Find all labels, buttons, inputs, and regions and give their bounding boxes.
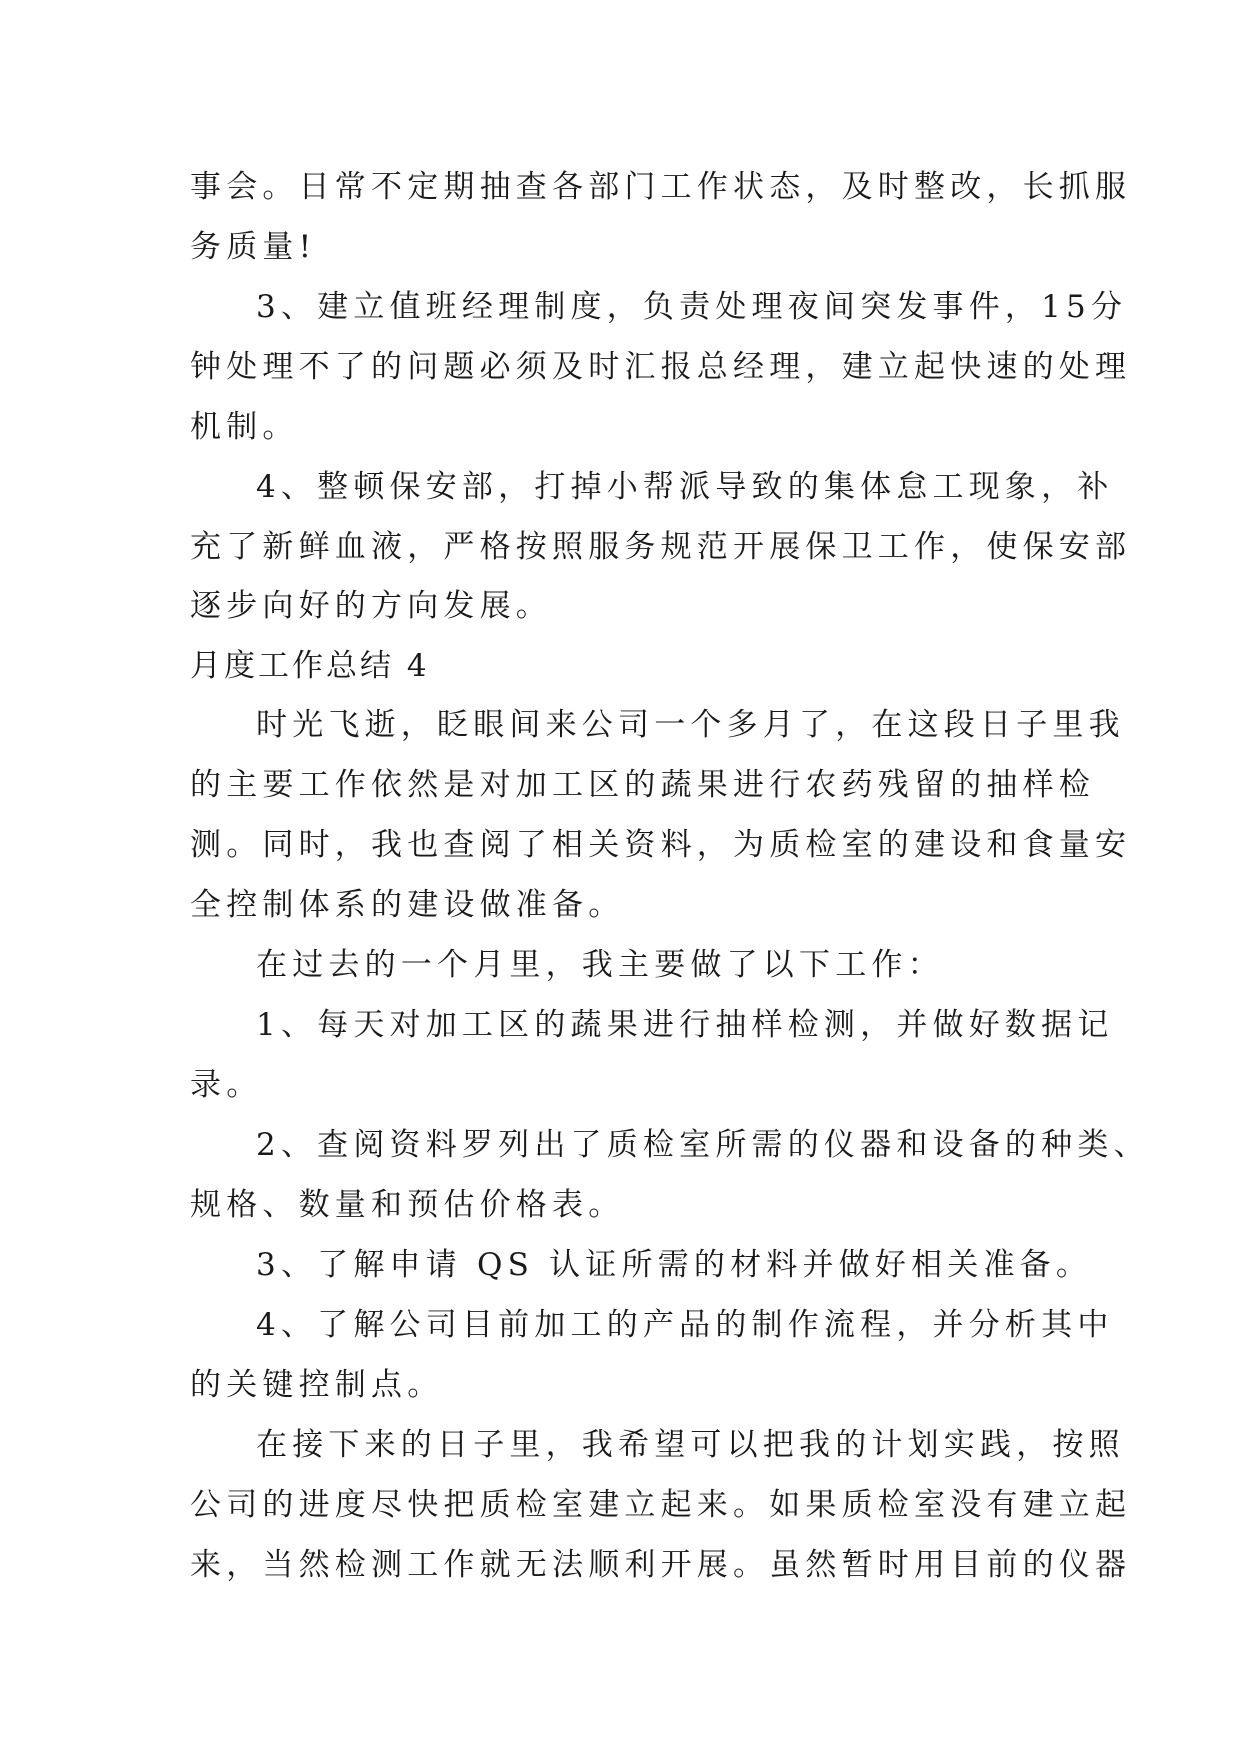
paragraph-line: 3、建立值班经理制度，负责处理夜间突发事件，15分 <box>256 289 1128 325</box>
paragraph-line: 在接下来的日子里，我希望可以把我的计划实践，按照 <box>256 1427 1125 1463</box>
paragraph-line: 钟处理不了的问题必须及时汇报总经理，建立起快速的处理 <box>190 349 1132 385</box>
paragraph-line: 务质量! <box>190 229 317 265</box>
list-item-line: 2、查阅资料罗列出了质检室所需的仪器和设备的种类、 <box>256 1127 1150 1163</box>
paragraph-line: 全控制体系的建设做准备。 <box>190 887 625 923</box>
paragraph-line: 在过去的一个月里，我主要做了以下工作： <box>256 947 944 983</box>
paragraph-line: 4、整顿保安部，打掉小帮派导致的集体怠工现象，补 <box>256 469 1114 505</box>
list-item-line: 3、了解申请 QS 认证所需的材料并做好相关准备。 <box>256 1247 1093 1283</box>
paragraph-line: 充了新鲜血液，严格按照服务规范开展保卫工作，使保安部 <box>190 529 1132 565</box>
paragraph-line: 来，当然检测工作就无法顺利开展。虽然暂时用目前的仪器 <box>190 1547 1132 1583</box>
paragraph-line: 公司的进度尽快把质检室建立起来。如果质检室没有建立起 <box>190 1487 1132 1523</box>
list-item-line: 的关键控制点。 <box>190 1367 444 1403</box>
list-item-line: 4、了解公司目前加工的产品的制作流程，并分析其中 <box>256 1307 1114 1343</box>
paragraph-line: 事会。日常不定期抽查各部门工作状态，及时整改，长抓服 <box>190 169 1132 205</box>
paragraph-line: 测。同时，我也查阅了相关资料，为质检室的建设和食量安 <box>190 827 1132 863</box>
list-item-line: 1、每天对加工区的蔬果进行抽样检测，并做好数据记 <box>256 1007 1114 1043</box>
paragraph-line: 时光飞逝，眨眼间来公司一个多月了，在这段日子里我 <box>256 707 1125 743</box>
paragraph-line: 机制。 <box>190 409 299 445</box>
paragraph-line: 的主要工作依然是对加工区的蔬果进行农药残留的抽样检 <box>190 767 1095 803</box>
list-item-line: 录。 <box>190 1067 263 1103</box>
paragraph-line: 逐步向好的方向发展。 <box>190 588 552 624</box>
list-item-line: 规格、数量和预估价格表。 <box>190 1187 625 1223</box>
section-heading: 月度工作总结 4 <box>190 648 430 684</box>
